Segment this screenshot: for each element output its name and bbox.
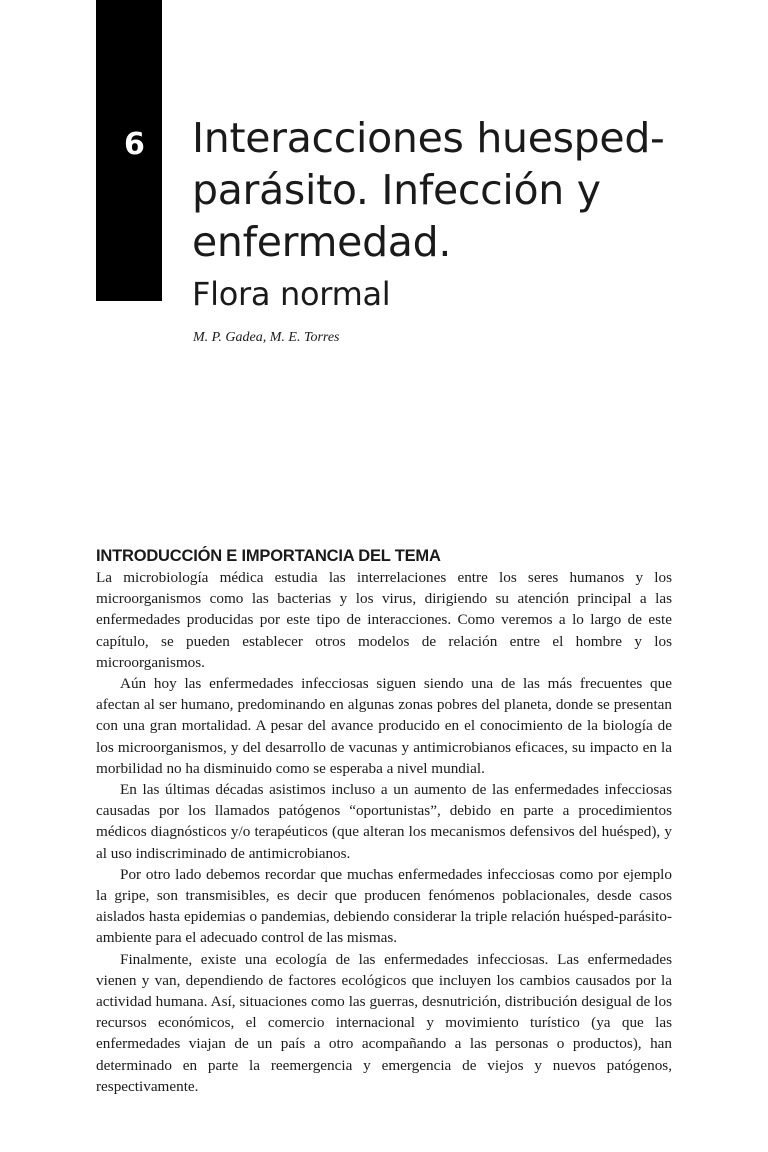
paragraph-5: Finalmente, existe una ecología de las enfermedades infecciosas. Las enfermedades vienen y van, dependiendo de factores ecológicos que incluyen los cambios causados por la actividad humana. Así, situaciones como las guerras, desnutrición, distribución desigual de los recursos económicos, el comercio internacional y movimiento turístico (ya que las enfermedades viajan de un país a otro acompañando a las personas o productos), han determinado en parte la reemergencia y emergencia de viejos y nuevos patógenos, respectivamente. (96, 950, 672, 1095)
chapter-title-block (192, 112, 692, 314)
chapter-title-line-1: Interacciones huesped- (192, 114, 665, 162)
chapter-authors: M. P. Gadea, M. E. Torres (193, 330, 340, 345)
paragraph-1: La microbiología médica estudia las interrelaciones entre los seres humanos y los microorganismos como las bacterias y los virus, dirigiendo su atención principal a las enfermedades producidas por este tipo de interacciones. Como veremos a lo largo de este capítulo, se pueden establecer otros modelos de relación entre el hombre y los microorganismos. (96, 569, 672, 671)
chapter-title-line-2: parásito. Infección y (192, 166, 601, 214)
chapter-title-line-3: enfermedad. (192, 218, 452, 266)
paragraph-3: En las últimas décadas asistimos incluso a un aumento de las enfermedades infecciosas causadas por los llamados patógenos “oportunistas”, debido en parte a procedimientos médicos diagnósticos y/o terapéuticos (que alteran los mecanismos defensivos del huésped), y al uso indiscriminado de antimicrobianos. (96, 781, 672, 862)
paragraph-4: Por otro lado debemos recordar que muchas enfermedades infecciosas como por ejemplo la gripe, son transmisibles, es decir que producen fenómenos poblacionales, desde casos aislados hasta epidemias o pandemias, debiendo considerar la triple relación huésped-parásito-ambiente para el adecuado control de las mismas. (96, 865, 672, 947)
section-heading: INTRODUCCIÓN E IMPORTANCIA DEL TEMA (96, 547, 441, 565)
chapter-subtitle: Flora normal (192, 275, 391, 313)
section-body (96, 567, 672, 1097)
chapter-number: 6 (124, 127, 145, 162)
paragraph-2: Aún hoy las enfermedades infecciosas siguen siendo una de las más frecuentes que afectan al ser humano, predominando en algunas zonas pobres del planeta, donde se presentan con una gran mortalidad. A pesar del avance producido en el conocimiento de la biología de los microorganismos, y del desarrollo de vacunas y antimicrobianos eficaces, su impacto en la morbilidad no ha disminuido como se esperaba a nivel mundial. (96, 675, 672, 777)
